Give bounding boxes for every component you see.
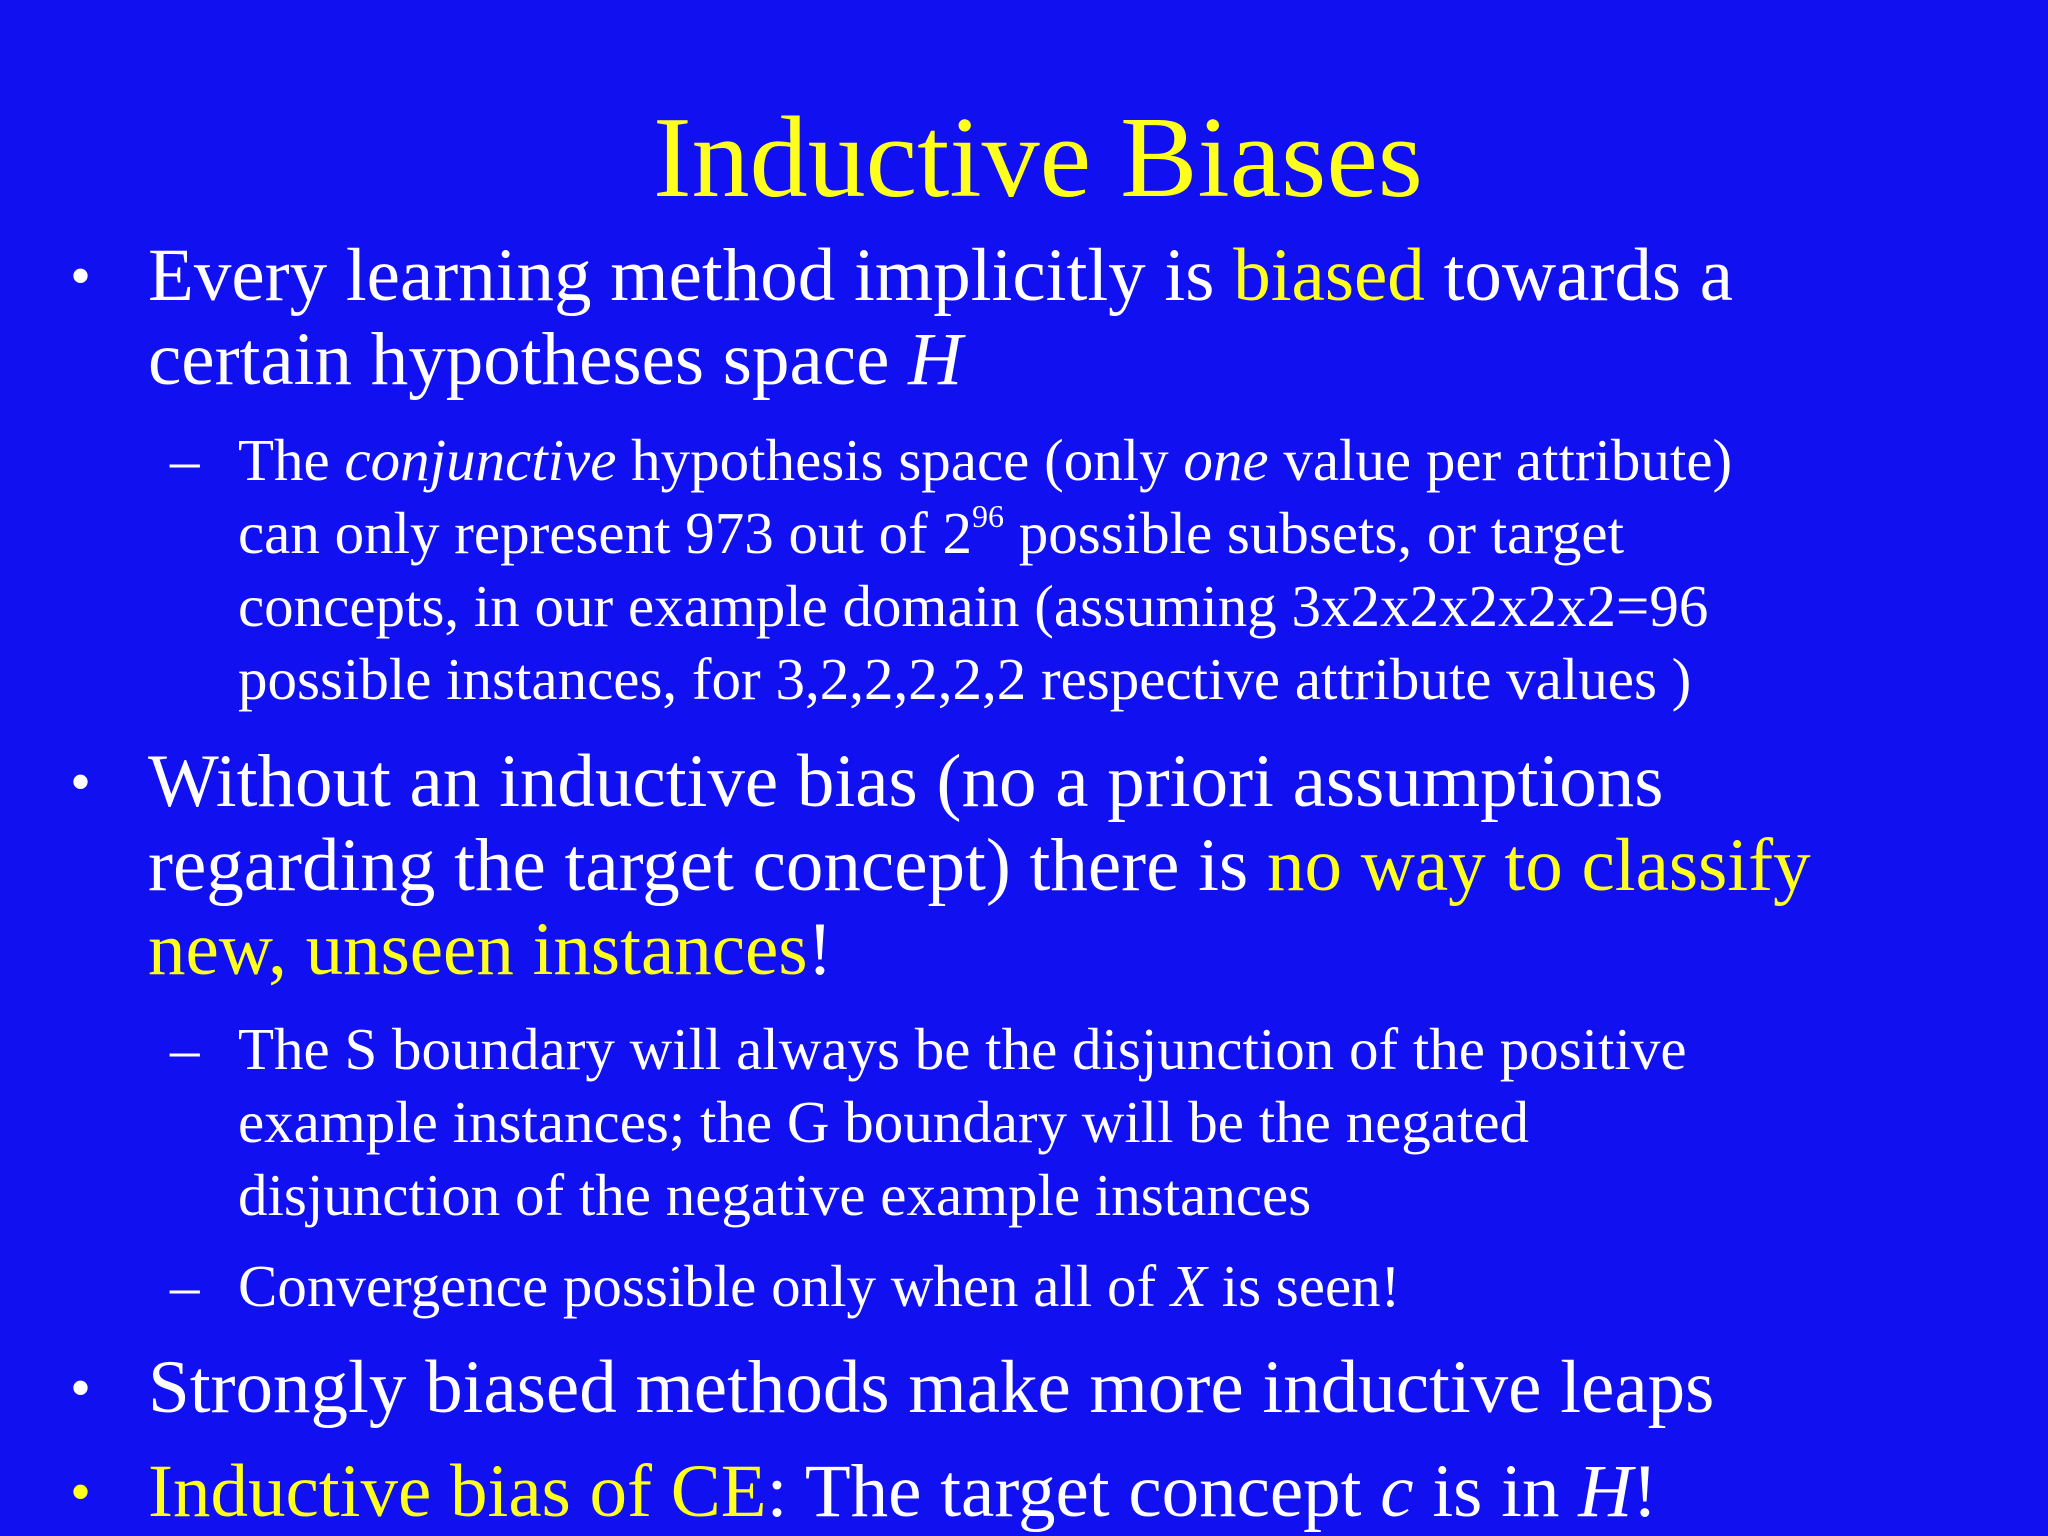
sub-line-1: The conjunctive hypothesis space (only one value per attribute) (238, 427, 1733, 493)
bullet-2-line-1: Without an inductive bias (no a priori assumptions (148, 740, 1664, 823)
sub-line-3: concepts, in our example domain (assuming 3x2x2x2x2x2=96 (238, 573, 1709, 639)
bullet-4-line-1: Inductive bias of CE: The target concept c is in H! (148, 1450, 1658, 1533)
dash-marker: – (170, 1253, 200, 1319)
bullet-2 (70, 740, 1811, 992)
dash-marker: – (170, 1016, 200, 1082)
bullet-marker: • (70, 749, 92, 815)
bullet-3-line-1: Strongly biased methods make more inductive leaps (148, 1346, 1715, 1429)
sub-line-2: example instances; the G boundary will be the negated (238, 1089, 1530, 1155)
bullet-1-line-1: Every learning method implicitly is biased towards a (148, 234, 1734, 317)
sub-line-4: possible instances, for 3,2,2,2,2,2 respective attribute values ) (238, 646, 1692, 712)
bullet-marker: • (70, 243, 92, 309)
sub-line-1: The S boundary will always be the disjunction of the positive (238, 1016, 1687, 1082)
bullet-1-sub-1 (170, 424, 1733, 716)
bullet-marker: • (70, 1355, 92, 1421)
bullet-2-sub-1 (170, 1013, 1687, 1232)
bullet-2-sub-2 (170, 1250, 1401, 1323)
dash-marker: – (170, 427, 200, 493)
bullet-2-line-3: new, unseen instances! (148, 908, 833, 991)
sub-line-2: can only represent 973 out of $2^{96}$ possible subsets, or target (238, 498, 1625, 566)
bullet-1 (70, 234, 1734, 402)
sub-line-3: disjunction of the negative example instances (238, 1162, 1312, 1228)
slide-title: Inductive Biases (653, 94, 1423, 222)
bullet-1-line-2: certain hypotheses space H (148, 318, 963, 401)
bullet-3 (70, 1346, 1715, 1430)
bullet-2-line-2: regarding the target concept) there is no way to classify (148, 824, 1811, 907)
sub-line-1: Convergence possible only when all of X is seen! (238, 1253, 1401, 1319)
bullet-4 (70, 1450, 1658, 1534)
bullet-marker: • (70, 1459, 92, 1525)
